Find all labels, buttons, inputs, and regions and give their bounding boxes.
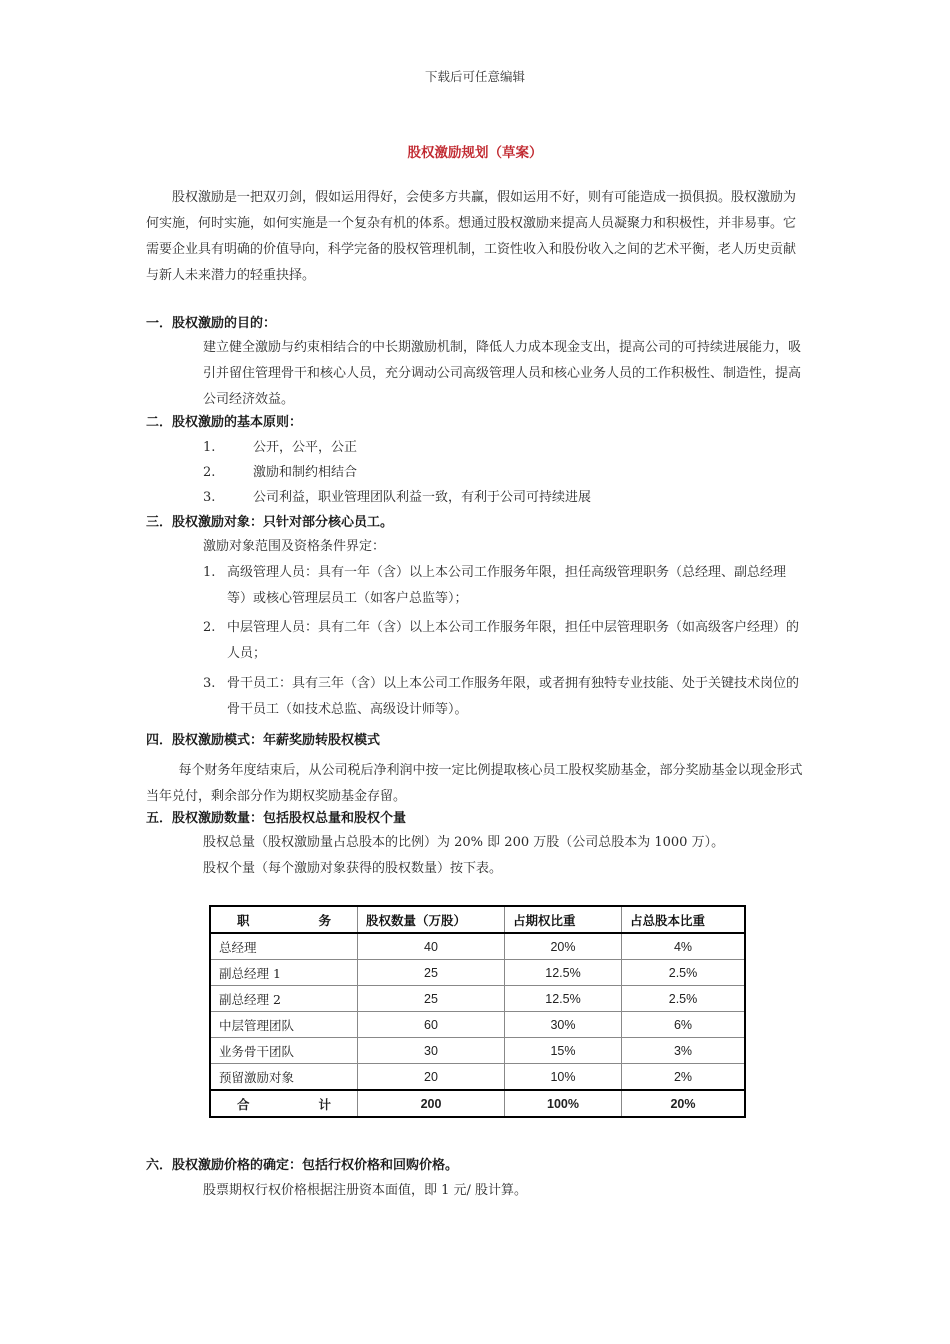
list-item bbox=[203, 435, 591, 460]
header-position bbox=[210, 906, 358, 933]
cell-shares: 40 bbox=[358, 933, 505, 960]
section5-heading: 五．股权激励数量：包括股权总量和股权个量 bbox=[146, 811, 407, 826]
table-row bbox=[210, 1038, 745, 1064]
list-item bbox=[203, 460, 591, 485]
cell-option-pct: 10% bbox=[505, 1064, 622, 1091]
list-item-text: 高级管理人员：具有一年（含）以上本公司工作服务年限，担任高级管理职务（总经理、副总经理等）或核心管理层员工（如客户总监等）； bbox=[227, 565, 787, 606]
header-option-pct: 占期权比重 bbox=[505, 906, 622, 933]
cell-name: 总经理 bbox=[210, 933, 358, 960]
section2-heading: 二．股权激励的基本原则： bbox=[146, 415, 303, 430]
cell-shares: 30 bbox=[358, 1038, 505, 1064]
section5-line2: 股权个量（每个激励对象获得的股权数量）按下表。 bbox=[203, 861, 503, 876]
principles-list bbox=[203, 435, 591, 510]
list-item-text: 激励和制约相结合 bbox=[253, 465, 358, 480]
cell-option-pct: 20% bbox=[505, 933, 622, 960]
cell-total-pct: 2% bbox=[622, 1064, 746, 1091]
cell-total-option-pct: 100% bbox=[505, 1090, 622, 1117]
cell-name: 预留激励对象 bbox=[210, 1064, 358, 1091]
list-item-text: 公司利益，职业管理团队利益一致，有利于公司可持续进展 bbox=[253, 490, 592, 505]
list-item-number: 2. bbox=[203, 620, 216, 635]
section6-heading: 六．股权激励价格的确定：包括行权价格和回购价格。 bbox=[146, 1158, 459, 1173]
cell-shares: 20 bbox=[358, 1064, 505, 1091]
cell-total-label bbox=[210, 1090, 358, 1117]
cell-name: 中层管理团队 bbox=[210, 1012, 358, 1038]
cell-option-pct: 12.5% bbox=[505, 960, 622, 986]
cell-total-shares: 200 bbox=[358, 1090, 505, 1117]
header-total-pct: 占总股本比重 bbox=[622, 906, 746, 933]
list-item bbox=[203, 671, 805, 723]
section4-heading: 四．股权激励模式：年薪奖励转股权模式 bbox=[146, 733, 381, 748]
list-item-text: 骨干员工：具有三年（含）以上本公司工作服务年限，或者拥有独特专业技能、处于关键技术岗位的骨干员工（如技术总监、高级设计师等）。 bbox=[227, 676, 800, 717]
section3-heading: 三．股权激励对象：只针对部分核心员工。 bbox=[146, 515, 394, 530]
table-row bbox=[210, 986, 745, 1012]
header-position-a: 职 bbox=[237, 912, 250, 928]
table-header-row bbox=[210, 906, 745, 933]
list-item-number: 1. bbox=[203, 565, 216, 580]
cell-option-pct: 15% bbox=[505, 1038, 622, 1064]
list-item-number: 2. bbox=[203, 465, 216, 480]
cell-total-total-pct: 20% bbox=[622, 1090, 746, 1117]
table-row bbox=[210, 960, 745, 986]
table-row bbox=[210, 933, 745, 960]
cell-name: 副总经理 1 bbox=[210, 960, 358, 986]
list-item bbox=[203, 485, 591, 510]
cell-total-pct: 3% bbox=[622, 1038, 746, 1064]
document-title: 股权激励规划（草案） bbox=[407, 145, 543, 161]
equity-table bbox=[209, 905, 746, 1118]
list-item-number: 3. bbox=[203, 676, 216, 691]
section3-label: 激励对象范围及资格条件界定： bbox=[203, 539, 386, 554]
cell-option-pct: 30% bbox=[505, 1012, 622, 1038]
cell-shares: 60 bbox=[358, 1012, 505, 1038]
header-note: 下载后可任意编辑 bbox=[424, 69, 525, 84]
cell-total-pct: 2.5% bbox=[622, 986, 746, 1012]
table-total-row bbox=[210, 1090, 745, 1117]
total-label-b: 计 bbox=[318, 1096, 331, 1112]
total-label-a: 合 bbox=[237, 1096, 250, 1112]
intro-paragraph: 股权激励是一把双刃剑，假如运用得好，会使多方共赢，假如运用不好，则有可能造成一损俱损。股权激励为何实施，何时实施，如何实施是一个复杂有机的体系。想通过股权激励来提高人员凝聚力和积极性，并非易事。它需要企业具有明确的价值导向，科学完备的股权管理机制，工资性收入和股份收入之间的艺术平衡，老人历史贡献与新人未来潜力的轻重抉择。 bbox=[146, 190, 797, 283]
section1-heading: 一．股权激励的目的： bbox=[146, 316, 277, 331]
cell-name: 业务骨干团队 bbox=[210, 1038, 358, 1064]
table-row bbox=[210, 1012, 745, 1038]
cell-total-pct: 2.5% bbox=[622, 960, 746, 986]
section4-body: 每个财务年度结束后，从公司税后净利润中按一定比例提取核心员工股权奖励基金，部分奖励基金以现金形式当年兑付，剩余部分作为期权奖励基金存留。 bbox=[146, 763, 803, 804]
section6-body: 股票期权行权价格根据注册资本面值，即 1 元/ 股计算。 bbox=[203, 1183, 528, 1198]
list-item bbox=[203, 560, 805, 612]
cell-shares: 25 bbox=[358, 960, 505, 986]
header-shares: 股权数量（万股） bbox=[358, 906, 505, 933]
header-position-b: 务 bbox=[318, 912, 331, 928]
list-item-text: 公开，公平，公正 bbox=[253, 440, 358, 455]
cell-total-pct: 6% bbox=[622, 1012, 746, 1038]
list-item-text: 中层管理人员：具有二年（含）以上本公司工作服务年限，担任中层管理职务（如高级客户经理）的人员； bbox=[227, 620, 800, 661]
table-row bbox=[210, 1064, 745, 1091]
cell-shares: 25 bbox=[358, 986, 505, 1012]
cell-name: 副总经理 2 bbox=[210, 986, 358, 1012]
list-item bbox=[203, 615, 805, 667]
list-item-number: 3. bbox=[203, 490, 216, 505]
cell-option-pct: 12.5% bbox=[505, 986, 622, 1012]
section5-line1: 股权总量（股权激励量占总股本的比例）为 20% 即 200 万股（公司总股本为 1000 万）。 bbox=[203, 835, 725, 850]
cell-total-pct: 4% bbox=[622, 933, 746, 960]
section1-body: 建立健全激励与约束相结合的中长期激励机制，降低人力成本现金支出，提高公司的可持续进展能力，吸引并留住管理骨干和核心人员，充分调动公司高级管理人员和核心业务人员的工作积极性、制造性，提高公司经济效益。 bbox=[203, 340, 802, 407]
list-item-number: 1. bbox=[203, 440, 216, 455]
